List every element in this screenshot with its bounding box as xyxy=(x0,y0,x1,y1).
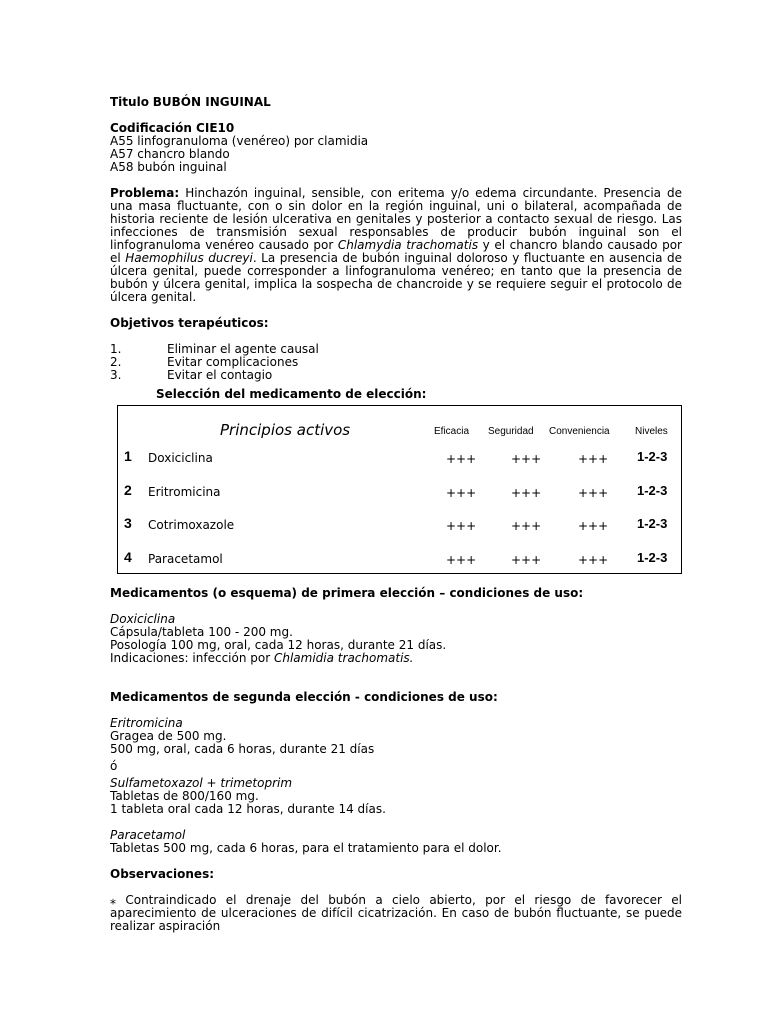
bullet-icon: ⁎ xyxy=(110,893,116,907)
document-body xyxy=(110,96,682,401)
seleccion-heading: Selección del medicamento de elección: xyxy=(156,387,427,401)
header-niveles: Niveles xyxy=(635,426,668,437)
list-item: 3. Evitar el contagio xyxy=(110,368,273,382)
problema-paragraph: Problema: Hinchazón inguinal, sensible, con eritema y/o edema circundante. Presencia de una masa fluctuante, con o sin dolor en la región inguinal, uni o bilateral, acompañada de historia reciente de lesión ulcerativa en genitales y posterior a contacto sexual de riesgo. Las infecciones de transmisión sexual responsables de producir bubón inguinal son el linfogranuloma venéreo causado por Chlamydia trachomatis y el chancro blando causado por el Haemophilus ducreyi. La presencia de bubón inguinal doloroso y fluctuante en ausencia de úlcera genital, puede corresponder a linfogranuloma venéreo; en tanto que la presencia de bubón y úlcera genital, implica la sospecha de chancroide y se requiere seguir el protocolo de úlcera genital. xyxy=(110,186,682,304)
list-item: 2. Evitar complicaciones xyxy=(110,355,299,369)
segunda-drug1: Eritromicina xyxy=(110,716,183,730)
medication-table: Principios activos Eficacia Seguridad Conveniencia Niveles 1 Doxiciclina +++ +++ +++ 1-2-3 2 Eritromicina +++ +++ +++ 1-2-3 3 Cotrimoxazole +++ +++ +++ 1-2-3 4 Paracetamol +++ +++ +++ 1-2-3 xyxy=(117,405,682,574)
header-seguridad: Seguridad xyxy=(488,426,534,437)
code-a57: A57 chancro blando xyxy=(110,147,230,161)
header-conveniencia: Conveniencia xyxy=(549,426,610,437)
code-a55: A55 linfogranuloma (venéreo) por clamidia xyxy=(110,134,369,148)
list-item: 1. Eliminar el agente causal xyxy=(110,342,319,356)
codificacion-heading: Codificación CIE10 xyxy=(110,121,235,135)
objetivos-heading: Objetivos terapéuticos: xyxy=(110,316,269,330)
segunda-heading: Medicamentos de segunda elección - condiciones de uso: xyxy=(110,690,498,704)
document-body-continued: Medicamentos (o esquema) de primera elección – condiciones de uso: Doxiciclina Cápsula/tableta 100 - 200 mg. Posología 100 mg, oral, cada 12 horas, durante 21 días. Indicaciones: infección por Chlamidia trachomatis. Medicamentos de segunda elección - condiciones de uso: Eritromicina Gragea de 500 mg. 500 mg, oral, cada 6 horas, durante 21 días ó Sulfametoxazol + trimetoprim Tabletas de 800/160 mg. 1 tableta oral cada 12 horas, durante 14 días. Paracetamol Tabletas 500 mg, cada 6 horas, para el tratamiento para el dolor. Observaciones: ⁎ Contraindicado el drenaje del bubón a cielo abierto, por el riesgo de favorecer el aparecimiento de ulceraciones de difícil cicatrización. En caso de bubón fluctuante, se puede realizar aspiración xyxy=(110,586,682,933)
primera-heading: Medicamentos (o esquema) de primera elección – condiciones de uso: xyxy=(110,586,584,600)
segunda-drug2: Sulfametoxazol + trimetoprim xyxy=(110,776,293,790)
observaciones-paragraph: ⁎ Contraindicado el drenaje del bubón a cielo abierto, por el riesgo de favorecer el aparecimiento de ulceraciones de difícil cicatrización. En caso de bubón fluctuante, se puede realizar aspiración xyxy=(110,893,682,933)
document-title: Titulo BUBÓN INGUINAL xyxy=(110,95,271,109)
header-eficacia: Eficacia xyxy=(434,426,470,437)
segunda-drug3: Paracetamol xyxy=(110,828,186,842)
header-principios: Principios activos xyxy=(220,421,351,439)
primera-drug: Doxiciclina xyxy=(110,612,176,626)
code-a58: A58 bubón inguinal xyxy=(110,160,227,174)
observaciones-heading: Observaciones: xyxy=(110,867,215,881)
